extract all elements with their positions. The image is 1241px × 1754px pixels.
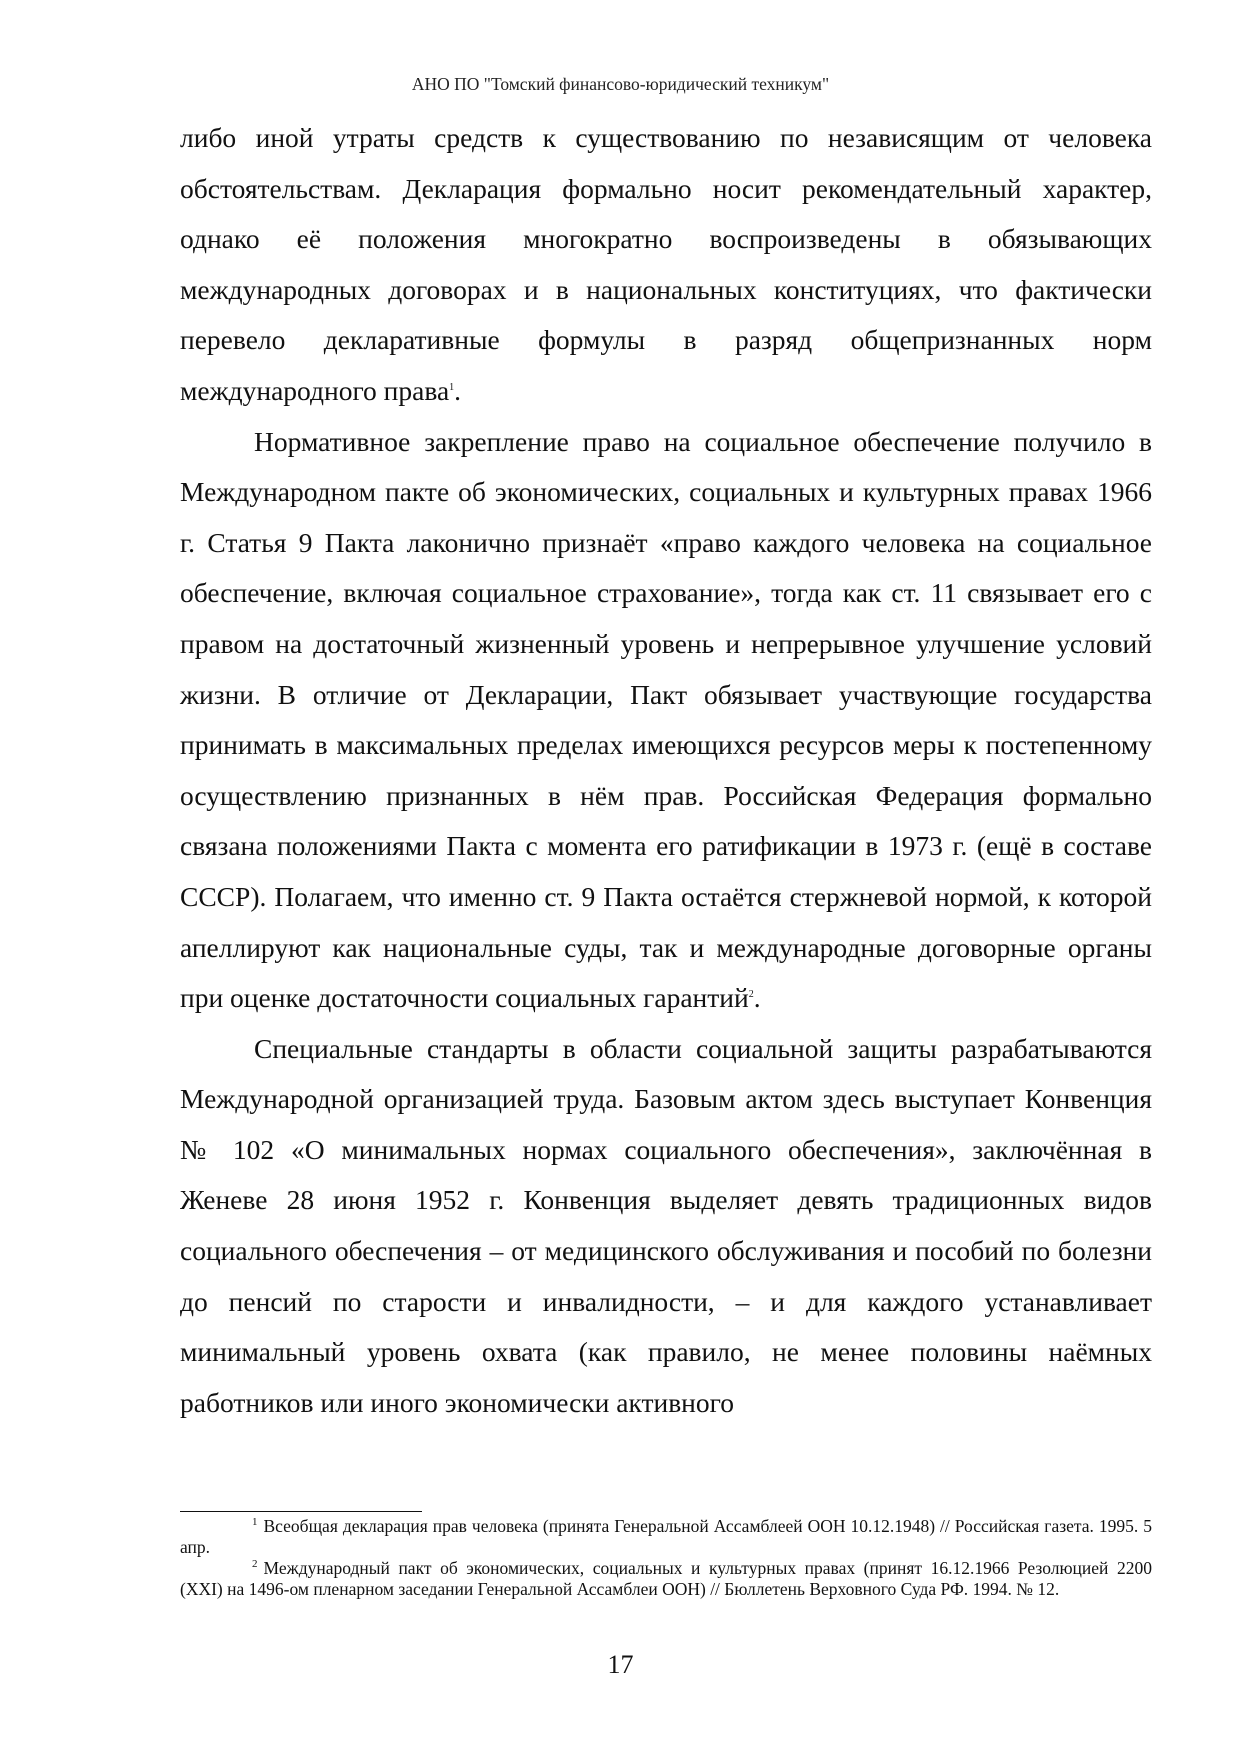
paragraph-text: Нормативное закрепление право на социальное обеспечение получило в Международном пакте об экономических, социальных и культурных правах 1966 г. Статья 9 Пакта лаконично признаёт «право каждого человека на социальное обеспечение, включая социальное страхование», тогда как ст. 11 связывает его с правом на достаточный жизненный уровень и непрерывное улучшение условий жизни. В отличие от Декларации, Пакт обязывает участвующие государства принимать в максимальных пределах имеющихся ресурсов меры к постепенному осуществлению признанных в нём прав. Российская Федерация формально связана положениями Пакта с момента его ратификации в 1973 г. (ещё в составе СССР). Полагаем, что именно ст. 9 Пакта остаётся стержневой нормой, к которой апеллируют как национальные суды, так и международные договорные органы при оценке достаточности социальных гарантий (180, 425, 1152, 1014)
footnote-text: Всеобщая декларация прав человека (принята Генеральной Ассамблеей ООН 10.12.1948) // Российская газета. 1995. 5 апр. (180, 1516, 1152, 1557)
footnote-1 (180, 1516, 1152, 1558)
footnote-separator (180, 1511, 422, 1512)
paragraph-1 (180, 113, 1152, 417)
footnotes (180, 1516, 1152, 1600)
footnote-number: 2 (252, 1558, 258, 1571)
footnote-text: Международный пакт об экономических, социальных и культурных правах (принят 16.12.1966 Резолюцией 2200 (XXI) на 1496-ом пленарном заседании Генеральной Ассамблеи ООН) // Бюллетень Верховного Суда РФ. 1994. № 12. (180, 1558, 1152, 1599)
paragraph-tail: . (454, 374, 462, 406)
page-header: АНО ПО "Томский финансово-юридический техникум" (411, 74, 830, 94)
footnote-2 (180, 1558, 1152, 1600)
paragraph-tail: . (753, 982, 761, 1014)
page-number: 17 (607, 1650, 634, 1679)
paragraph-3 (180, 1024, 1152, 1429)
footnote-ref[interactable]: 1 (449, 381, 455, 393)
body-text (180, 113, 1152, 1428)
footnote-ref[interactable]: 2 (748, 988, 754, 1000)
paragraph-text: Специальные стандарты в области социальной защиты разрабатываются Международной организацией труда. Базовым актом здесь выступает Конвенция № 102 «О минимальных нормах социального обеспечения», заключённая в Женеве 28 июня 1952 г. Конвенция выделяет девять традиционных видов социального обеспечения – от медицинского обслуживания и пособий по болезни до пенсий по старости и инвалидности, – и для каждого устанавливает минимальный уровень охвата (как правило, не менее половины наёмных работников или иного экономически активного (180, 1032, 1152, 1418)
paragraph-text: либо иной утраты средств к существованию по независящим от человека обстоятельствам. Декларация формально носит рекомендательный характер, однако её положения многократно воспроизведены в обязывающих международных договорах и в национальных конституциях, что фактически перевело декларативные формулы в разряд общепризнанных норм международного права (180, 122, 1152, 406)
footnote-number: 1 (252, 1516, 258, 1529)
paragraph-2 (180, 417, 1152, 1024)
